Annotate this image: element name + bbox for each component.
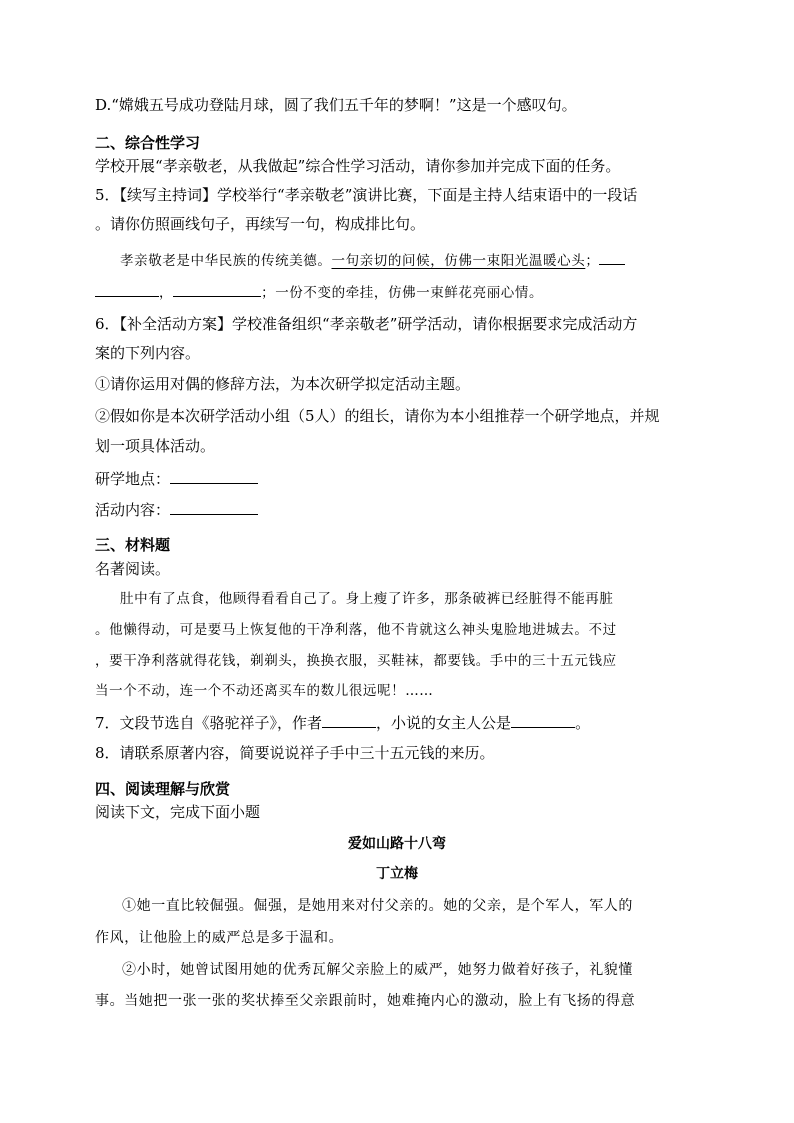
q5-underlined-sentence: 一句亲切的问候，仿佛一束阳光温暖心头 (331, 253, 586, 269)
answer-blank-1b[interactable] (95, 281, 159, 297)
article-author: 丁立梅 (376, 866, 418, 882)
q5-sentence (120, 249, 625, 271)
q5-line-1: 5．【续写主持词】学校举行“孝亲敬老”演讲比赛，下面是主持人结束语中的一段话 (95, 186, 638, 204)
location-row (95, 468, 258, 489)
q6-line-2: 案的下列内容。 (95, 344, 201, 362)
section-heading-material: 三、材料题 (95, 536, 171, 554)
q6-line-1: 6．【补全活动方案】学校准备组织“孝亲敬老”研学活动，请你根据要求完成活动方 (95, 315, 638, 333)
q8-line: 8．请联系原著内容，简要说说祥子手中三十五元钱的来历。 (95, 744, 495, 762)
answer-blank-2[interactable] (173, 281, 261, 297)
q7-line (95, 712, 590, 733)
content-label: 活动内容： (95, 501, 171, 519)
q5-line-2: 。请你仿照画线句子，再续写一句，构成排比句。 (95, 215, 426, 233)
answer-blank-1a[interactable] (599, 249, 625, 265)
content-row (95, 499, 258, 520)
location-answer-blank[interactable] (170, 468, 258, 484)
q5-sentence-prefix: 孝亲敬老是中华民族的传统美德。 (120, 253, 332, 269)
q5-sentence-tail: ；一份不变的牵挂，仿佛一束鲜花亮丽心情。 (261, 285, 544, 301)
section-heading-reading: 四、阅读理解与欣赏 (95, 780, 231, 798)
q6-item-2-line-1: ②假如你是本次研学活动小组（5人）的组长，请你为本小组推荐一个研学地点，并规 (95, 407, 660, 425)
q5-fill-line (95, 281, 543, 303)
passage-line-2: 。他懒得动，可是要马上恢复他的干净利落，他不肯就这么神头鬼脸地进城去。不过 (95, 622, 617, 638)
author-answer-blank[interactable] (322, 712, 376, 728)
location-label: 研学地点： (95, 470, 171, 488)
heroine-answer-blank[interactable] (511, 712, 575, 728)
passage-line-4: 当一个不动，连一个不动还离买车的数儿很远呢！…… (95, 683, 434, 699)
q7-text-2: ，小说的女主人公是 (376, 714, 512, 732)
passage-line-3: ，要干净利落就得花钱，剃剃头，换换衣服，买鞋袜，都要钱。手中的三十五元钱应 (95, 653, 617, 669)
paragraph-1-line-1: ①她一直比较倔强。倔强，是她用来对付父亲的。她的父亲，是个军人，军人的 (122, 898, 633, 914)
q5-comma: ， (159, 285, 174, 301)
section3-intro: 名著阅读。 (95, 560, 171, 578)
article-title: 爱如山路十八弯 (348, 836, 446, 852)
paragraph-1-line-2: 作风，让他脸上的威严总是多于温和。 (95, 930, 344, 946)
paragraph-2-line-1: ②小时，她曾试图用她的优秀瓦解父亲脸上的威严，她努力做着好孩子，礼貌懂 (122, 962, 633, 978)
q4-option-d: D.“嫦娥五号成功登陆月球，圆了我们五千年的梦啊！”这是一个感叹句。 (95, 96, 577, 114)
content-answer-blank[interactable] (170, 499, 258, 515)
paragraph-2-line-2: 事。当她把一张一张的奖状捧至父亲跟前时，她难掩内心的激动，脸上有飞扬的得意 (95, 993, 636, 1009)
q6-item-2-line-2: 划一项具体活动。 (95, 437, 216, 455)
q6-item-1: ①请你运用对偶的修辞方法，为本次研学拟定活动主题。 (95, 375, 471, 393)
section2-intro: 学校开展“孝亲敬老，从我做起”综合性学习活动，请你参加并完成下面的任务。 (95, 157, 621, 175)
q5-sentence-separator: ； (585, 253, 600, 269)
section4-intro: 阅读下文，完成下面小题 (95, 803, 261, 821)
passage-line-1: 肚中有了点食，他顾得看看自己了。身上瘦了许多，那条破裤已经脏得不能再脏 (120, 591, 614, 607)
section-heading-integrated-learning: 二、综合性学习 (95, 134, 201, 152)
q7-text-3: 。 (575, 714, 591, 732)
q7-text-1: 7．文段节选自《骆驼祥子》，作者 (95, 714, 323, 732)
